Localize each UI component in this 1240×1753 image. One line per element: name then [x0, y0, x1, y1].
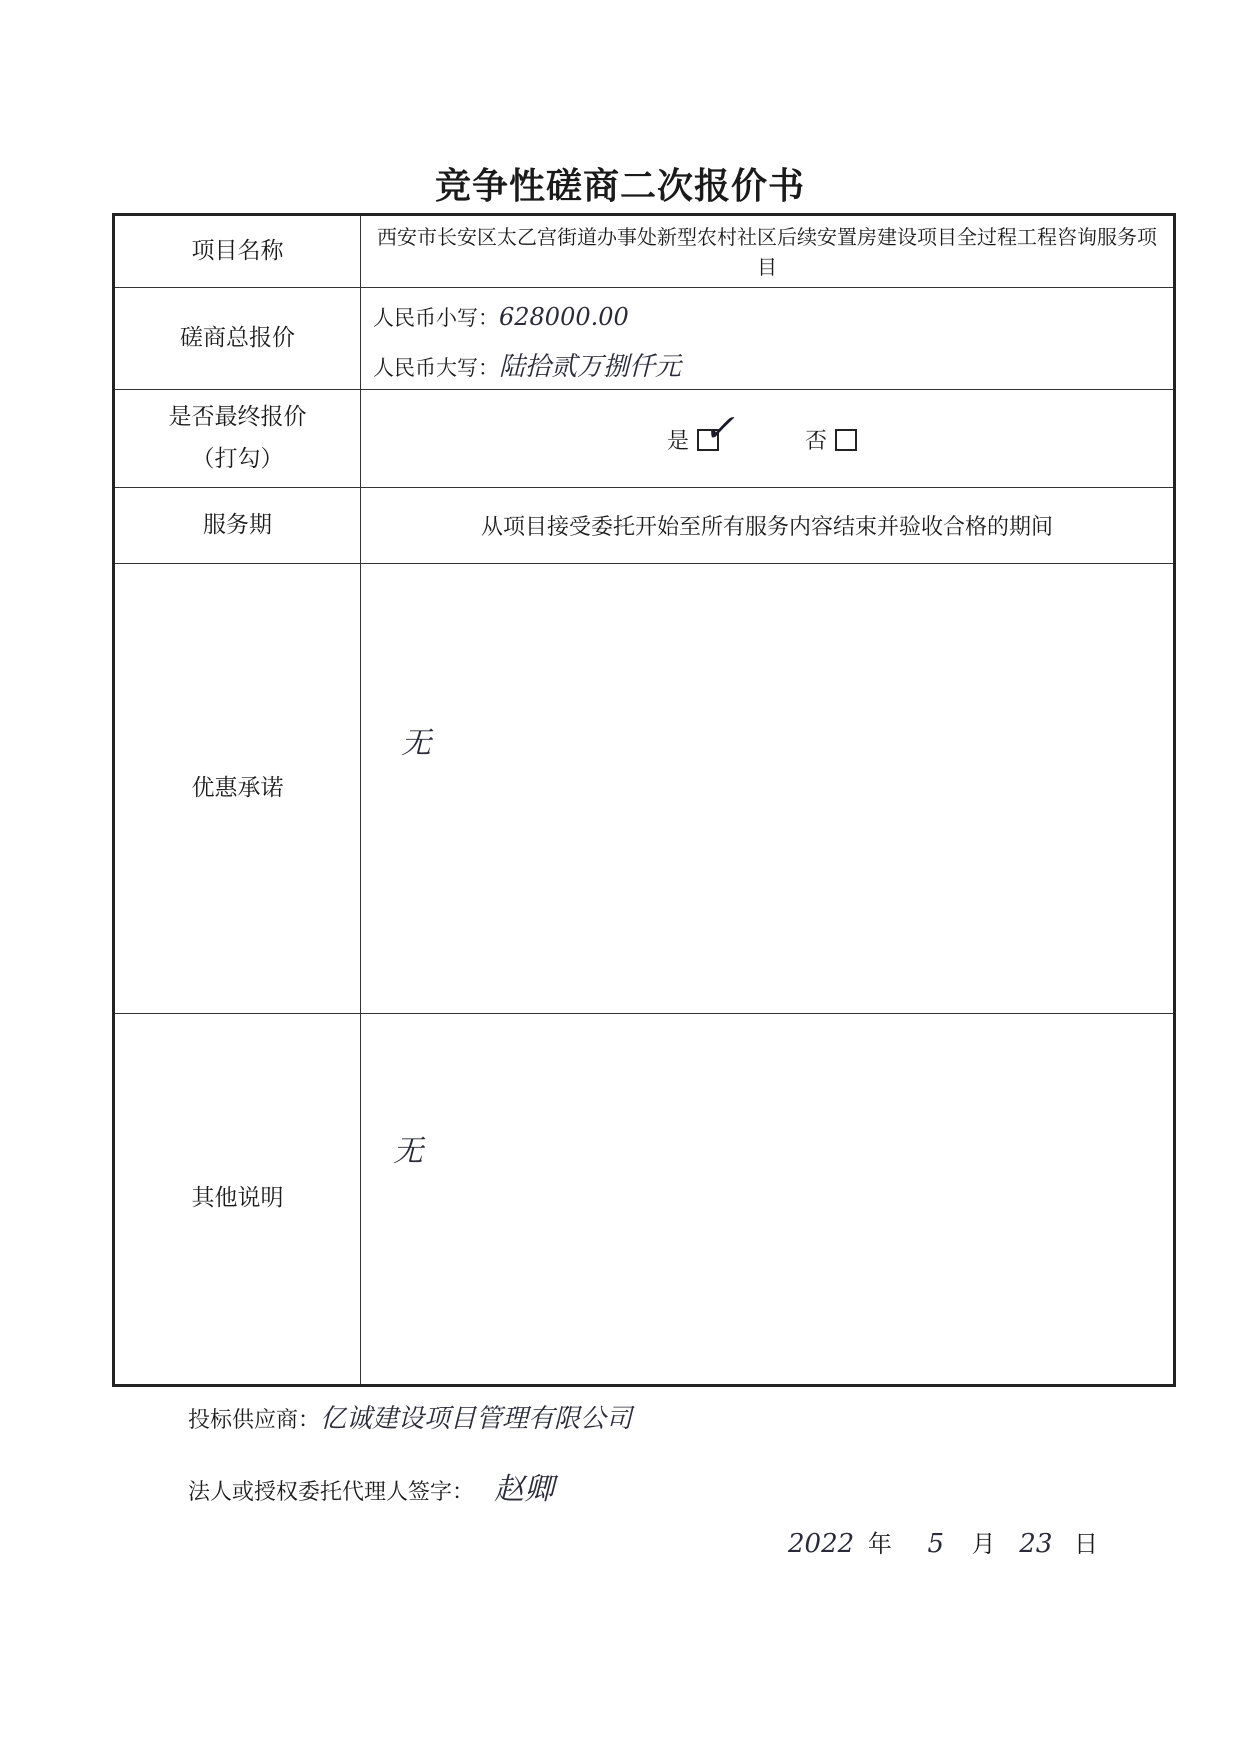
supplier-line: [188, 1398, 632, 1435]
row-service-period: [115, 488, 1173, 564]
final-no-option: [805, 424, 857, 455]
service-period-cell: [361, 488, 1173, 563]
other-notes-label: 其他说明: [115, 1014, 361, 1384]
project-name-cell: [361, 216, 1173, 287]
project-name-label: 项目名称: [115, 216, 361, 287]
final-quote-label: [115, 390, 361, 487]
total-price-label: 磋商总报价: [115, 288, 361, 389]
price-lower-value: 628000.00: [499, 303, 629, 331]
signer-line: [188, 1464, 554, 1508]
price-upper-value: 陆拾贰万捌仟元: [499, 352, 682, 382]
price-upper-line: [373, 346, 681, 383]
date-year: 2022: [788, 1529, 855, 1559]
row-project-name: [115, 216, 1173, 288]
price-lower-line: [373, 302, 629, 332]
date-month-char: 月: [971, 1530, 996, 1558]
final-no-checkbox[interactable]: [835, 429, 857, 451]
supplier-value: 亿诚建设项目管理有限公司: [320, 1404, 633, 1434]
signer-label: 法人或授权委托代理人签字：: [188, 1480, 475, 1505]
date-day-char: 日: [1074, 1530, 1099, 1558]
discount-label: 优惠承诺: [115, 564, 361, 1013]
final-quote-cell: [361, 390, 1173, 487]
row-other-notes: [115, 1014, 1173, 1384]
final-yes-label: 是: [667, 429, 690, 454]
price-upper-label: 人民币大写：: [373, 356, 499, 380]
final-yes-option: [667, 406, 735, 455]
other-notes-cell: [361, 1014, 1173, 1384]
price-lower-label: 人民币小写：: [373, 306, 499, 330]
project-name-value: 西安市长安区太乙宫街道办事处新型农村社区后续安置房建设项目全过程工程咨询服务项目: [377, 224, 1157, 279]
checkmark-icon: ✓: [703, 406, 735, 450]
final-quote-label-line1: 是否最终报价: [168, 404, 307, 431]
total-price-cell: [361, 288, 1173, 389]
date-line: [788, 1524, 1098, 1559]
supplier-label: 投标供应商：: [188, 1408, 321, 1433]
service-period-value: 从项目接受委托开始至所有服务内容结束并验收合格的期间: [480, 515, 1053, 540]
row-total-price: [115, 288, 1173, 390]
final-no-label: 否: [805, 429, 828, 454]
signer-signature: 赵卿: [494, 1472, 555, 1507]
other-notes-value: 无: [393, 1134, 423, 1169]
row-final-quote: [115, 390, 1173, 488]
quote-form-table: [112, 213, 1176, 1387]
date-day: 23: [1019, 1529, 1053, 1559]
page-title: 竞争性磋商二次报价书: [434, 166, 805, 207]
date-year-char: 年: [867, 1530, 892, 1558]
service-period-label: 服务期: [115, 488, 361, 563]
final-quote-label-line2: （打勾）: [191, 445, 284, 472]
row-discount: [115, 564, 1173, 1014]
discount-value: 无: [401, 726, 431, 761]
date-month: 5: [927, 1529, 944, 1559]
discount-cell: [361, 564, 1173, 1013]
